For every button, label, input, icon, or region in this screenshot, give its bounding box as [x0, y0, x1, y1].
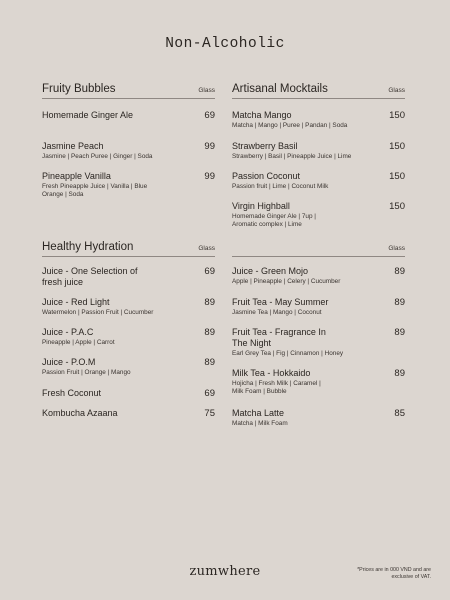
item-price: 69: [204, 110, 215, 121]
item-price: 99: [204, 171, 215, 182]
item-name: Fruit Tea - Fragrance In The Night: [232, 327, 326, 348]
item-description: Jasmine | Peach Puree | Ginger | Soda: [42, 153, 153, 160]
menu-item: [232, 110, 405, 130]
item-description: Homemade Ginger Ale | 7up | Aromatic complex | Lime: [232, 213, 316, 228]
item-description: Passion fruit | Lime | Coconut Milk: [232, 183, 329, 190]
menu-item: [232, 327, 405, 358]
item-description: Matcha | Mango | Puree | Pandan | Soda: [232, 122, 348, 129]
item-price: 99: [204, 141, 215, 152]
section-healthy-hydration: [42, 236, 215, 257]
section-title: Healthy Hydration: [42, 241, 134, 253]
menu-item: [232, 201, 405, 229]
item-description: Passion Fruit | Orange | Mango: [42, 369, 131, 376]
item-price: 69: [204, 388, 215, 399]
item-description: Jasmine Tea | Mango | Coconut: [232, 309, 322, 316]
item-name: Juice - Red Light: [42, 297, 110, 307]
section-untitled: [232, 236, 405, 257]
glass-label: Glass: [198, 245, 215, 252]
glass-label: Glass: [388, 245, 405, 252]
section-header: [42, 78, 215, 99]
item-description: Pineapple | Apple | Carrot: [42, 339, 115, 346]
item-name: Pineapple Vanilla: [42, 171, 111, 181]
item-name: Milk Tea - Hokkaido: [232, 368, 311, 378]
item-description: Earl Grey Tea | Fig | Cinnamon | Honey: [232, 350, 344, 357]
page-title: Non-Alcoholic: [165, 36, 285, 52]
brand-logo: zumwhere: [189, 564, 261, 579]
item-description: Strawberry | Basil | Pineapple Juice | Lime: [232, 153, 352, 160]
section-header: [232, 236, 405, 257]
glass-label: Glass: [388, 87, 405, 94]
section-title: Artisanal Mocktails: [232, 83, 328, 95]
item-price: 89: [394, 266, 405, 277]
item-description: Watermelon | Passion Fruit | Cucumber: [42, 309, 154, 316]
item-name: Juice - One Selection of fresh juice: [42, 266, 138, 287]
menu-item: [42, 110, 215, 121]
menu-item: [232, 297, 405, 317]
item-name: Juice - P.A.C: [42, 327, 94, 337]
menu-item: [42, 388, 215, 399]
menu-item: [42, 171, 215, 199]
item-name: Matcha Latte: [232, 408, 285, 418]
price-footnote: *Prices are in 000 VND and are exclusive of VAT.: [357, 567, 431, 580]
section-fruity-bubbles: [42, 78, 215, 99]
item-price: 150: [389, 110, 405, 121]
menu-item: [42, 408, 215, 419]
section-title: Fruity Bubbles: [42, 83, 116, 95]
item-name: Fresh Coconut: [42, 388, 102, 398]
menu-item: [232, 266, 405, 286]
glass-label: Glass: [198, 87, 215, 94]
item-price: 89: [394, 327, 405, 338]
menu-item: [42, 357, 215, 377]
item-price: 69: [204, 266, 215, 277]
item-price: 89: [394, 368, 405, 379]
item-description: Fresh Pineapple Juice | Vanilla | Blue Orange | Soda: [42, 183, 148, 198]
item-price: 150: [389, 141, 405, 152]
item-description: Matcha | Milk Foam: [232, 420, 288, 427]
item-description: Hojicha | Fresh Milk | Caramel | Milk Foam | Bubble: [232, 380, 321, 395]
item-name: Homemade Ginger Ale: [42, 110, 134, 120]
item-name: Jasmine Peach: [42, 141, 104, 151]
item-price: 89: [394, 297, 405, 308]
menu-item: [232, 408, 405, 428]
menu-item: [232, 141, 405, 161]
item-name: Juice - P.O.M: [42, 357, 96, 367]
item-price: 150: [389, 171, 405, 182]
menu-item: [232, 368, 405, 396]
item-name: Virgin Highball: [232, 201, 290, 211]
item-name: Matcha Mango: [232, 110, 292, 120]
item-name: Strawberry Basil: [232, 141, 298, 151]
item-description: Apple | Pineapple | Celery | Cucumber: [232, 278, 341, 285]
item-price: 150: [389, 201, 405, 212]
item-price: 75: [204, 408, 215, 419]
item-price: 85: [394, 408, 405, 419]
menu-item: [42, 141, 215, 161]
item-name: Kombucha Azaana: [42, 408, 118, 418]
item-name: Fruit Tea - May Summer: [232, 297, 329, 307]
section-artisanal-mocktails: [232, 78, 405, 99]
item-price: 89: [204, 327, 215, 338]
section-header: [42, 236, 215, 257]
section-header: [232, 78, 405, 99]
item-name: Juice - Green Mojo: [232, 266, 309, 276]
menu-item: [42, 327, 215, 347]
item-price: 89: [204, 357, 215, 368]
item-price: 89: [204, 297, 215, 308]
menu-item: [42, 266, 215, 288]
menu-item: [232, 171, 405, 191]
item-name: Passion Coconut: [232, 171, 301, 181]
menu-item: [42, 297, 215, 317]
